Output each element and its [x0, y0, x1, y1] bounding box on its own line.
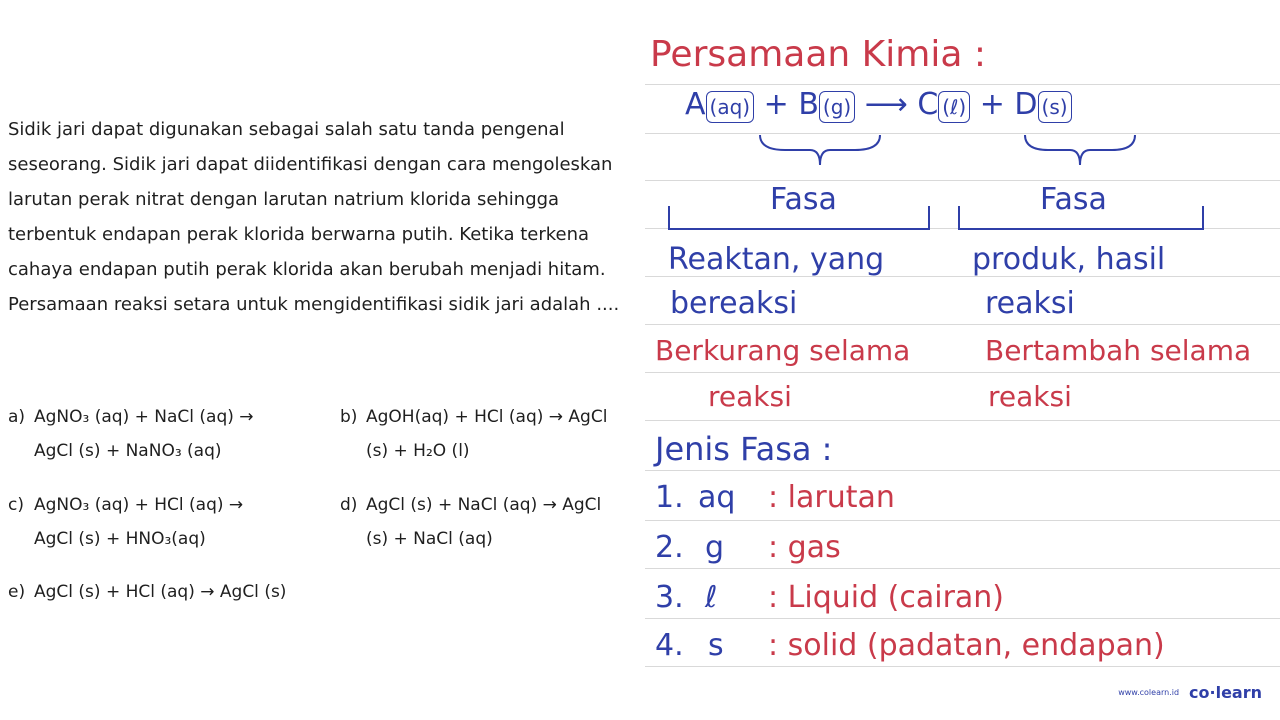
jenis-desc-3: : Liquid (cairan) [768, 580, 1005, 615]
ruled-line [645, 568, 1280, 569]
reaktan-line1: Reaktan, yang [668, 242, 885, 277]
reaktan-line2: bereaksi [670, 286, 798, 321]
jenis-desc-4: : solid (padatan, endapan) [768, 628, 1165, 663]
option-label: e) [8, 582, 26, 602]
ruled-line [645, 180, 1280, 181]
ruled-line [645, 618, 1280, 619]
ruled-line [645, 133, 1280, 134]
bertambah-line1: Bertambah selama [985, 334, 1252, 367]
option-line1: AgOH(aq) + HCl (aq) → AgCl [366, 407, 608, 427]
ruled-line [645, 372, 1280, 373]
phase-box-l: (ℓ) [938, 91, 970, 123]
option-c[interactable] [8, 488, 243, 556]
bracket-left-end [668, 206, 670, 228]
produk-line2: reaksi [985, 286, 1075, 321]
plus-sign: + [979, 87, 1005, 122]
berkurang-line2: reaksi [708, 380, 792, 413]
option-a[interactable] [8, 400, 254, 468]
reactant-b: B [798, 87, 819, 122]
product-d: D [1014, 87, 1038, 122]
underbrace-products [1020, 130, 1140, 170]
option-line2: (s) + NaCl (aq) [366, 529, 493, 549]
berkurang-line1: Berkurang selama [655, 334, 911, 367]
option-b[interactable] [340, 400, 607, 468]
brand-logo: co·learn [1189, 683, 1262, 702]
option-label: c) [8, 495, 24, 515]
plus-sign: + [763, 87, 789, 122]
option-e[interactable] [8, 575, 286, 609]
bracket-left [668, 228, 930, 230]
option-label: a) [8, 407, 26, 427]
bracket-right [958, 228, 1204, 230]
question-paragraph-1: Sidik jari dapat digunakan sebagai salah satu tanda pengenal seseorang. Sidik jari dapat diidentifikasi dengan cara mengoleskan larutan perak nitrat dengan larutan natrium klorida sehingga terbentuk endapan perak klorida berwarna putih. Ketika terkena cahaya endapan putih perak klorida akan berubah menjadi hitam. [8, 119, 613, 280]
ruled-line [645, 470, 1280, 471]
option-label: d) [340, 495, 358, 515]
jenis-sym-1: aq [698, 480, 736, 515]
option-line1: AgCl (s) + NaCl (aq) → AgCl [366, 495, 602, 515]
jenis-desc-1: : larutan [768, 480, 895, 515]
option-line1: AgCl (s) + HCl (aq) → AgCl (s) [34, 582, 287, 602]
notes-title: Persamaan Kimia : [650, 34, 986, 75]
option-line2: (s) + H₂O (l) [366, 441, 470, 461]
phase-box-g: (g) [819, 91, 855, 123]
reactant-a: A [685, 87, 706, 122]
chemical-equation [685, 88, 1072, 123]
underbrace-reactants [755, 130, 885, 170]
option-d[interactable] [340, 488, 601, 556]
footer [1118, 683, 1262, 702]
bracket-left-end [928, 206, 930, 228]
ruled-line [645, 324, 1280, 325]
ruled-line [645, 84, 1280, 85]
bertambah-line2: reaksi [988, 380, 1072, 413]
phase-box-aq: (aq) [706, 91, 755, 123]
product-c: C [917, 87, 939, 122]
option-line2: AgCl (s) + HNO₃(aq) [34, 529, 206, 549]
phase-box-s: (s) [1038, 91, 1072, 123]
option-line2: AgCl (s) + NaNO₃ (aq) [34, 441, 222, 461]
option-line1: AgNO₃ (aq) + NaCl (aq) → [34, 407, 254, 427]
jenis-num-4: 4. [655, 628, 684, 663]
ruled-line [645, 520, 1280, 521]
reaction-arrow: ⟶ [864, 87, 908, 122]
fasa-label-right: Fasa [1040, 182, 1107, 217]
question-text [8, 112, 638, 322]
ruled-line [645, 666, 1280, 667]
jenis-sym-4: s [708, 628, 724, 663]
jenis-num-2: 2. [655, 530, 684, 565]
jenis-fasa-title: Jenis Fasa : [655, 430, 833, 468]
question-paragraph-2: Persamaan reaksi setara untuk mengidentifikasi sidik jari adalah .... [8, 294, 620, 315]
produk-line1: produk, hasil [972, 242, 1166, 277]
jenis-num-3: 3. [655, 580, 684, 615]
jenis-sym-3: ℓ [705, 580, 718, 615]
jenis-sym-2: g [705, 530, 725, 565]
footer-url[interactable]: www.colearn.id [1118, 688, 1180, 697]
option-label: b) [340, 407, 358, 427]
jenis-desc-2: : gas [768, 530, 841, 565]
option-line1: AgNO₃ (aq) + HCl (aq) → [34, 495, 244, 515]
ruled-line [645, 420, 1280, 421]
fasa-label-left: Fasa [770, 182, 837, 217]
jenis-num-1: 1. [655, 480, 684, 515]
bracket-right-end [1202, 206, 1204, 228]
bracket-right-end [958, 206, 960, 228]
